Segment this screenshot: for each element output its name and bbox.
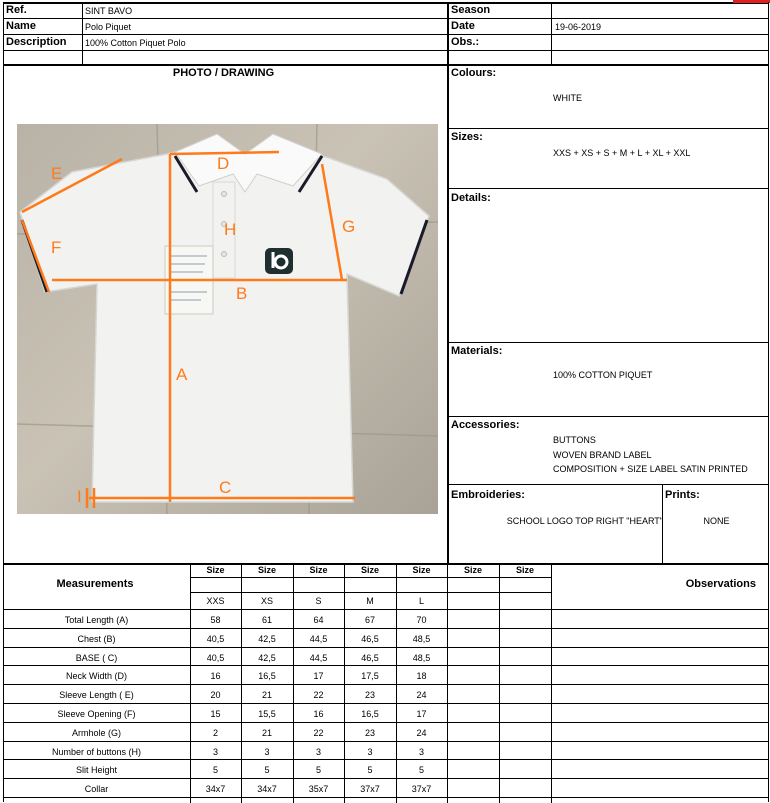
row-line: [3, 759, 768, 760]
header-top-border: [3, 2, 768, 4]
measurement-value: 16: [210, 671, 221, 682]
label-d: D: [217, 154, 230, 173]
measurement-value: 34x7: [257, 784, 277, 795]
measurement-value: 70: [416, 615, 427, 625]
measurement-value: 24: [416, 727, 427, 738]
spec-line-3: [447, 342, 768, 343]
date-label: Date: [451, 20, 475, 32]
size-header-line: [190, 577, 552, 578]
measurement-label: Slit Height: [75, 765, 118, 776]
col-line: [447, 563, 448, 803]
measurement-value: 46,5: [361, 652, 379, 663]
measurement-value: 44,5: [309, 652, 328, 663]
size-header: Size: [206, 565, 225, 575]
size-header: Size: [515, 565, 534, 575]
colours-label: Colours:: [451, 67, 497, 79]
measurement-value: 18: [416, 671, 427, 682]
colours-value: WHITE: [553, 93, 582, 103]
measurement-value: 3: [367, 746, 373, 757]
measurement-value: 3: [418, 746, 424, 757]
measurement-value: 17,5: [361, 671, 379, 682]
measurement-value: 44,5: [309, 633, 328, 644]
row-line: [3, 703, 768, 704]
size-header: Size: [463, 565, 482, 575]
ref-label: Ref.: [6, 4, 27, 16]
size-header: Size: [257, 565, 276, 575]
header-line-3: [3, 50, 768, 51]
left-border: [3, 2, 4, 802]
date-value: 19-06-2019: [555, 22, 602, 32]
measurement-value: 23: [364, 727, 375, 738]
details-label: Details:: [451, 192, 491, 204]
prints-label: Prints:: [665, 489, 700, 501]
measurement-value: 5: [315, 765, 321, 776]
sizes-label: Sizes:: [451, 131, 483, 143]
spec-line-2: [447, 188, 768, 189]
row-line: [3, 647, 768, 648]
measurement-value: 21: [261, 727, 272, 738]
measurement-value: 5: [367, 765, 373, 776]
size-header: Size: [412, 565, 431, 575]
accessories-label: Accessories:: [451, 419, 520, 431]
measurement-value: 15,5: [258, 709, 276, 719]
measurement-value: 16,5: [258, 671, 276, 682]
measurement-label: Collar: [84, 784, 109, 795]
measurement-value: 23: [364, 690, 375, 701]
garment-photo: [17, 124, 438, 514]
spec-line-5: [447, 484, 768, 485]
accessory-item: WOVEN BRAND LABEL: [553, 450, 652, 460]
row-line: [3, 778, 768, 779]
prints-value: NONE: [703, 516, 730, 526]
sizes-value: XXS + XS + S + M + L + XL + XXL: [553, 148, 691, 158]
embroideries-value: SCHOOL LOGO TOP RIGHT "HEART": [506, 516, 663, 526]
accessory-item: BUTTONS: [553, 435, 596, 445]
size-name: L: [418, 596, 424, 606]
season-label: Season: [451, 4, 491, 16]
measurement-value: 3: [264, 746, 270, 757]
measurement-value: 24: [416, 690, 427, 701]
accessory-item: COMPOSITION + SIZE LABEL SATIN PRINTED: [553, 464, 748, 474]
measurement-label: Sleeve Opening (F): [57, 709, 136, 719]
measurement-value: 5: [264, 765, 270, 776]
measurement-value: 37x7: [360, 784, 380, 795]
measurement-value: 40,5: [206, 652, 225, 663]
row-line: [3, 722, 768, 723]
col-line: [551, 563, 552, 803]
size-name: XXS: [206, 596, 225, 606]
measurement-value: 16: [313, 709, 324, 719]
ref-value: SINT BAVO: [85, 6, 133, 16]
measurement-value: 22: [313, 690, 324, 701]
measurement-value: 22: [313, 727, 324, 738]
measurement-label: Chest (B): [77, 633, 116, 644]
center-divider: [447, 2, 449, 565]
size-name: M: [366, 596, 374, 606]
brand-logo-icon: [265, 248, 293, 274]
label-f: F: [51, 238, 62, 257]
size-header: Size: [360, 565, 379, 575]
label-b: B: [236, 284, 248, 303]
label-g: G: [342, 217, 356, 236]
label-a: A: [176, 365, 188, 384]
size-header: Size: [309, 565, 328, 575]
measurement-value: 21: [261, 690, 272, 701]
right-border: [768, 2, 769, 802]
measurement-value: 42,5: [258, 652, 276, 663]
corner-marker: [733, 0, 770, 3]
measurement-value: 3: [212, 746, 218, 757]
measurement-label: Sleeve Length ( E): [59, 690, 134, 701]
measurement-value: 5: [212, 765, 218, 776]
measurement-value: 48,5: [412, 652, 431, 663]
description-label: Description: [6, 36, 67, 48]
materials-value: 100% COTTON PIQUET: [553, 370, 653, 380]
row-line: [3, 684, 768, 685]
measurement-value: 20: [210, 690, 221, 701]
measurement-value: 3: [315, 746, 321, 757]
embroideries-label: Embroideries:: [451, 489, 525, 501]
measurement-value: 17: [313, 671, 324, 682]
measurement-value: 58: [210, 615, 221, 625]
measurement-value: 17: [416, 709, 427, 719]
measurement-value: 48,5: [412, 633, 431, 644]
photo-title: PHOTO / DRAWING: [172, 67, 275, 79]
header-line-1: [3, 18, 768, 19]
header-bottom-border: [3, 64, 768, 66]
measurement-value: 67: [364, 615, 375, 625]
measurement-label: Number of buttons (H): [51, 746, 142, 757]
measurement-label: Total Length (A): [64, 615, 129, 625]
measurement-value: 42,5: [258, 633, 276, 644]
measurement-value: 61: [261, 615, 272, 625]
measurement-value: 16,5: [361, 709, 379, 719]
polo-shirt-illustration: [17, 124, 438, 514]
observations-title: Observations: [685, 578, 756, 590]
size-name: XS: [260, 596, 273, 606]
measurement-value: 37x7: [411, 784, 432, 795]
row-line: [3, 741, 768, 742]
measurement-value: 15: [210, 709, 221, 719]
row-line: [3, 609, 768, 610]
measurement-value: 2: [212, 727, 218, 738]
obs-label: Obs.:: [451, 36, 480, 48]
measurement-value: 46,5: [361, 633, 379, 644]
measurement-value: 64: [313, 615, 324, 625]
description-value: 100% Cotton Piquet Polo: [85, 38, 186, 48]
label-c: C: [219, 478, 232, 497]
measurement-label: Armhole (G): [71, 727, 121, 738]
materials-label: Materials:: [451, 345, 503, 357]
name-value: Polo Piquet: [85, 22, 132, 32]
spec-line-1: [447, 128, 768, 129]
measurement-label: Neck Width (D): [65, 671, 127, 682]
measurement-label: BASE ( C): [75, 652, 118, 663]
measurements-title: Measurements: [56, 578, 134, 590]
label-e: E: [51, 164, 63, 183]
row-line: [3, 665, 768, 666]
measurement-value: 5: [418, 765, 424, 776]
measurement-value: 34x7: [205, 784, 226, 795]
label-i: I: [77, 487, 82, 506]
size-name: S: [315, 596, 322, 606]
measurement-value: 35x7: [308, 784, 329, 795]
size-header-line-2: [190, 592, 552, 593]
header-line-2: [3, 34, 768, 35]
name-label: Name: [6, 20, 36, 32]
spec-line-4: [447, 416, 768, 417]
col-line: [499, 563, 500, 803]
label-h: H: [224, 220, 237, 239]
row-line: [3, 628, 768, 629]
row-line: [3, 797, 768, 798]
measurement-value: 40,5: [206, 633, 225, 644]
